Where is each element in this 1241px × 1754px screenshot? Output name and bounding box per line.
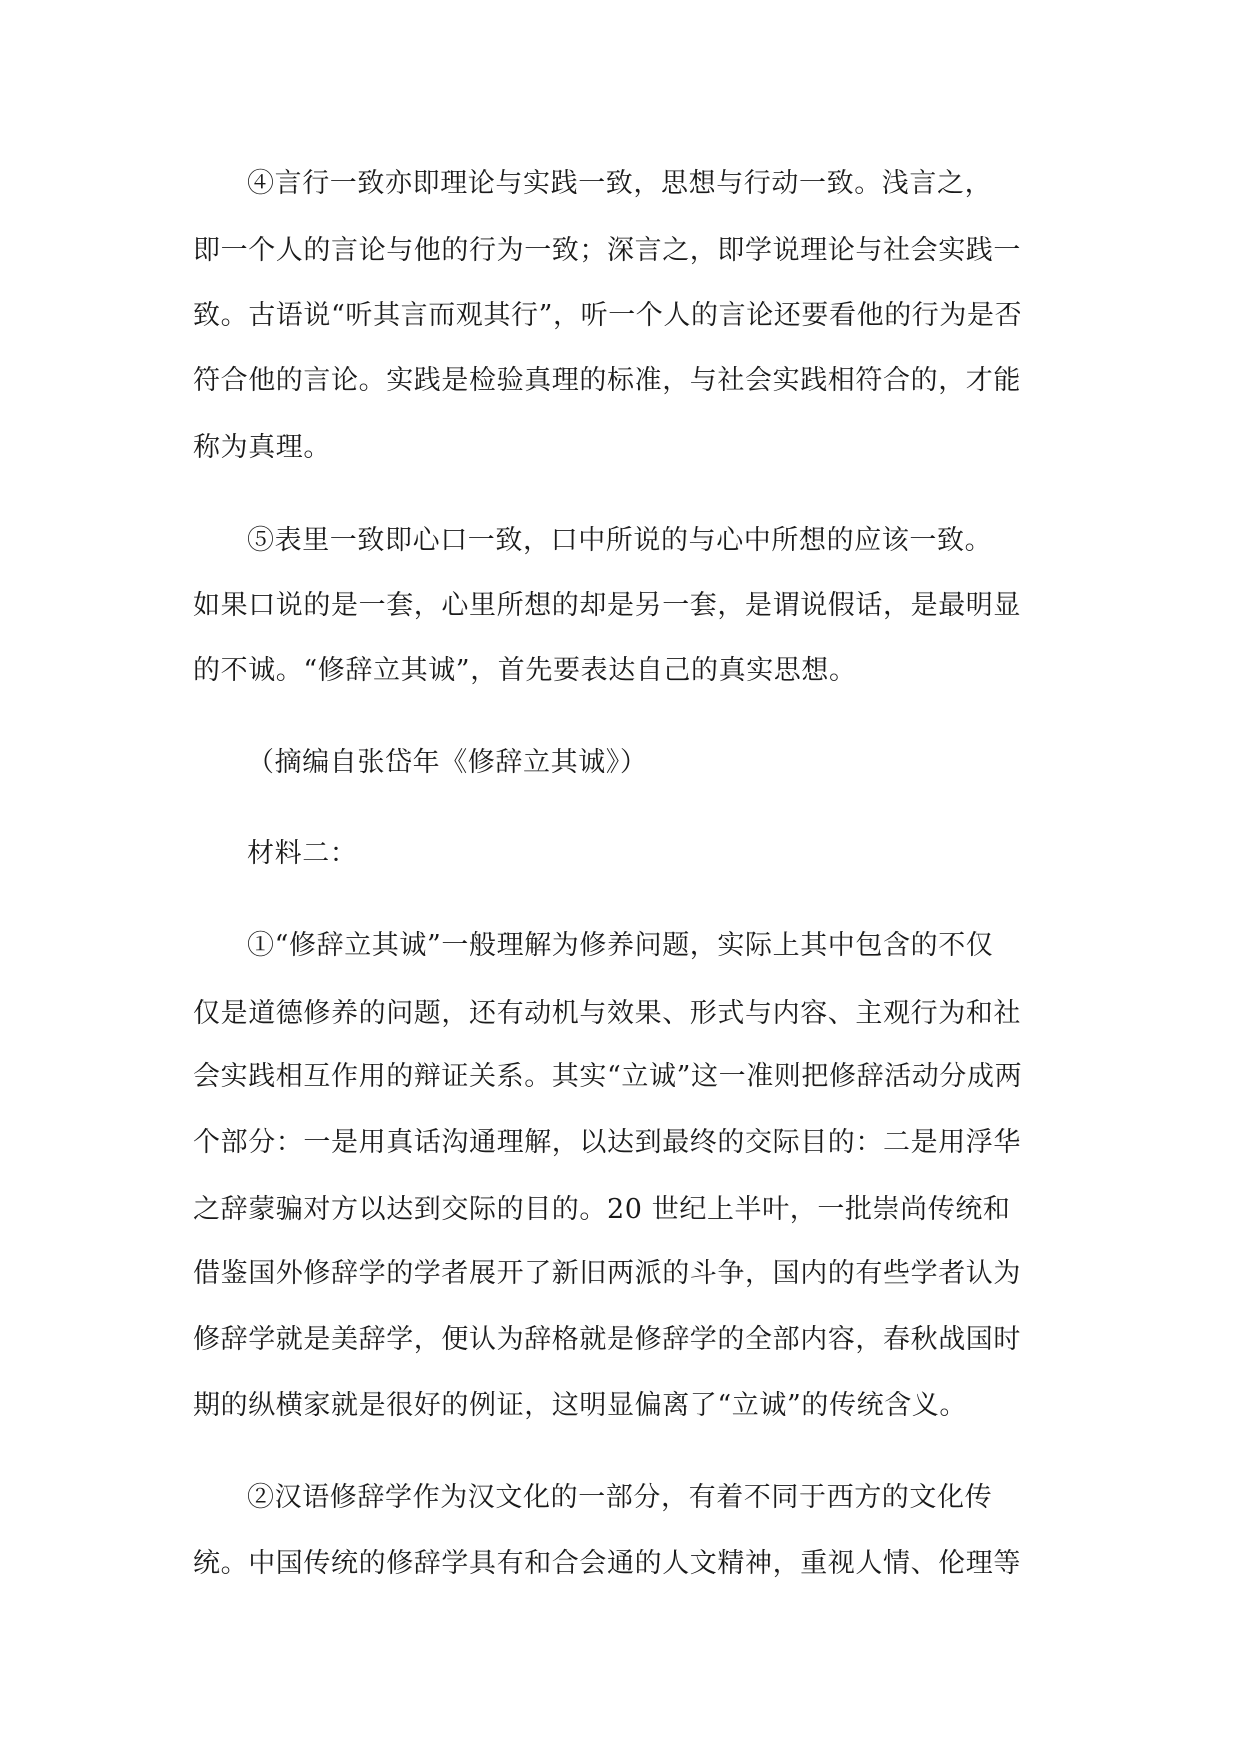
paragraph-4-line-2: 即一个人的言论与他的行为一致；深言之，即学说理论与社会实践一 [193,235,1021,266]
section-heading-material-two: 材料二： [247,838,358,869]
paragraph-1-line-4: 个部分：一是用真话沟通理解，以达到最终的交际目的：二是用浮华 [193,1127,1021,1158]
paragraph-1-line-2: 仅是道德修养的问题，还有动机与效果、形式与内容、主观行为和社 [193,998,1021,1029]
paragraph-1-line-5: 之辞蒙骗对方以达到交际的目的。20 世纪上半叶，一批崇尚传统和 [193,1194,1011,1225]
paragraph-2-line-1: ②汉语修辞学作为汉文化的一部分，有着不同于西方的文化传 [247,1482,993,1513]
paragraph-4-line-4: 符合他的言论。实践是检验真理的标准，与社会实践相符合的，才能 [193,365,1021,396]
paragraph-5-line-2: 如果口说的是一套，心里所想的却是另一套，是谓说假话，是最明显 [193,590,1021,621]
paragraph-1-line-7: 修辞学就是美辞学，便认为辞格就是修辞学的全部内容，春秋战国时 [193,1324,1021,1355]
paragraph-1-line-1: ①“修辞立其诚”一般理解为修养问题，实际上其中包含的不仅 [247,930,994,961]
paragraph-1-line-6: 借鉴国外修辞学的学者展开了新旧两派的斗争，国内的有些学者认为 [193,1258,1021,1289]
source-citation: （摘编自张岱年《修辞立其诚》） [247,747,648,778]
paragraph-1-line-8: 期的纵横家就是很好的例证，这明显偏离了“立诚”的传统含义。 [193,1390,968,1421]
paragraph-5-line-3: 的不诚。“修辞立其诚”，首先要表达自己的真实思想。 [193,655,857,686]
paragraph-1-line-3: 会实践相互作用的辩证关系。其实“立诚”这一准则把修辞活动分成两 [193,1061,1023,1092]
paragraph-4-line-1: ④言行一致亦即理论与实践一致，思想与行动一致。浅言之， [247,168,993,199]
paragraph-2-line-2: 统。中国传统的修辞学具有和合会通的人文精神，重视人情、伦理等 [193,1548,1021,1579]
paragraph-5-line-1: ⑤表里一致即心口一致，口中所说的与心中所想的应该一致。 [247,525,993,556]
paragraph-4-line-3: 致。古语说“听其言而观其行”，听一个人的言论还要看他的行为是否 [193,300,1023,331]
paragraph-4-line-5: 称为真理。 [193,432,331,463]
